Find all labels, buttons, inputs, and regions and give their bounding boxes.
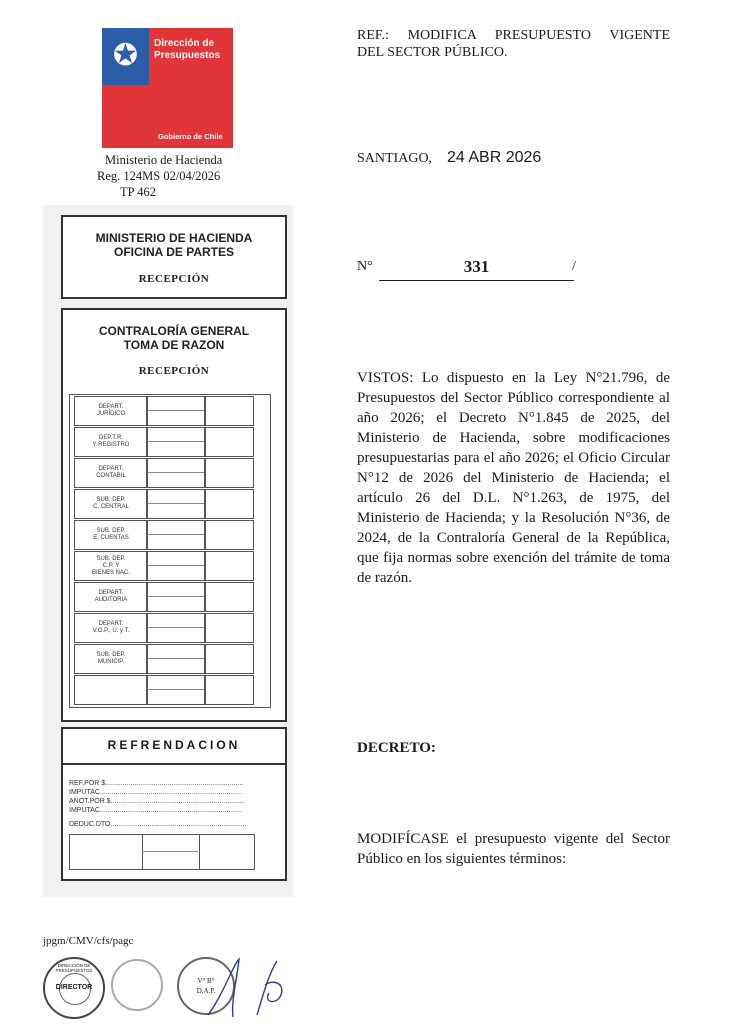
- department-row: [74, 644, 254, 672]
- department-row: [74, 396, 254, 424]
- department-row: [74, 458, 254, 486]
- department-row: [74, 427, 254, 455]
- ref-block: [357, 27, 670, 61]
- decreto-heading: DECRETO:: [357, 740, 436, 756]
- ref-line-1: REF.: MODIFICA PRESUPUESTO VIGENTE: [357, 28, 670, 43]
- refrendacion-grid: [69, 834, 255, 870]
- department-label: [74, 675, 148, 705]
- contraloria-reception-label: RECEPCIÓN: [138, 365, 210, 377]
- department-row: [74, 551, 254, 579]
- department-label: SUB. DEP. C. CENTRAL: [74, 489, 148, 519]
- ref-por-line: REF.POR $.......................................................................: [69, 780, 244, 787]
- secondary-seal: [111, 959, 163, 1011]
- department-row: [74, 489, 254, 517]
- department-row: [74, 613, 254, 641]
- ministerio-reception-box: [61, 215, 287, 299]
- dipres-logo: [102, 28, 233, 148]
- coat-of-arms-icon: ✪: [112, 39, 139, 72]
- logo-brand-line-1: Dirección de: [154, 38, 215, 49]
- department-row: [74, 520, 254, 548]
- tp-line: TP 462: [120, 185, 156, 199]
- signature-seals: [43, 955, 303, 1023]
- reception-stamp-panel: [43, 205, 293, 897]
- logo-government: Gobierno de Chile: [158, 132, 223, 141]
- department-row: [74, 582, 254, 610]
- vistos-paragraph: VISTOS: Lo dispuesto en la Ley N°21.796, de Presupuestos del Sector Público correspondiente al año 2026; el Decreto N°1.845 de 2025, del Ministerio de Hacienda, sobre modificaciones presupuestarias para el año 2026; el Oficio Circular N°12 de 2026 del Ministerio de Hacienda; el artículo 26 del D.L. N°1.263, de 1975, del Ministerio de Hacienda; y la Resolución N°36, de 2024, de la Contraloría General de la República, que fija normas sobre exención del trámite de toma de razón.: [357, 370, 670, 586]
- department-label: DEPART. CONTABIL: [74, 458, 148, 488]
- number-underline: [379, 280, 574, 281]
- vb-dap-seal: V° B° D.A.P.: [177, 957, 235, 1015]
- refrendacion-title: REFRENDACION: [107, 738, 241, 752]
- contraloria-box: [61, 308, 287, 722]
- decree-number: 331: [463, 257, 490, 276]
- contraloria-title-2: TOMA DE RAZON: [123, 338, 225, 352]
- deduc-dto-line: DEDUC.DTO......................................................................: [69, 821, 247, 828]
- department-label: SUB. DEP. C.P. Y BIENES NAC.: [74, 551, 148, 581]
- initials: jpgm/CMV/cfs/pagc: [43, 935, 134, 947]
- department-label: DEPART. AUDITORIA: [74, 582, 148, 612]
- city: SANTIAGO,: [357, 151, 433, 166]
- department-label: SUB. DEP. E. CUENTAS: [74, 520, 148, 550]
- anot-por-line: ANOT.POR $.....................................................................: [69, 798, 245, 805]
- modificase-paragraph: MODIFÍCASE el presupuesto vigente del Sector Público en los siguientes términos:: [357, 831, 670, 867]
- logo-brand-line-2: Presupuestos: [154, 50, 221, 61]
- number-prefix: N°: [357, 259, 373, 274]
- registry-line: Reg. 124MS 02/04/2026: [97, 169, 221, 183]
- department-label: DEPART. JURÍDICO: [74, 396, 148, 426]
- departments-grid: [69, 394, 271, 708]
- number-suffix: /: [572, 259, 576, 274]
- ref-line-2: DEL SECTOR PÚBLICO.: [357, 45, 508, 60]
- ministerio-title-1: MINISTERIO DE HACIENDA: [95, 231, 253, 245]
- ministerio-title-2: OFICINA DE PARTES: [113, 245, 234, 259]
- imputac-line-2: IMPUTAC.........................................................................: [69, 807, 242, 814]
- imputac-line-1: IMPUTAC.........................................................................: [69, 789, 242, 796]
- ministerio-reception-label: RECEPCIÓN: [138, 273, 210, 285]
- department-label: DEPART. V.O.P., U. y T.: [74, 613, 148, 643]
- handwritten-signature: [203, 955, 303, 1021]
- decree-date: 24 ABR 2026: [447, 149, 542, 166]
- contraloria-title-1: CONTRALORÍA GENERAL: [98, 324, 250, 338]
- department-label: DEP.T.R. Y REGISTRO: [74, 427, 148, 457]
- department-label: SUB. DEP. MUNICIP.: [74, 644, 148, 674]
- department-row: [74, 675, 254, 703]
- refrendacion-box: [61, 727, 287, 881]
- ministry-name: Ministerio de Hacienda: [105, 153, 223, 167]
- dipres-seal: DIRECCIÓN DE PRESUPUESTOS DIRECTOR: [43, 957, 105, 1019]
